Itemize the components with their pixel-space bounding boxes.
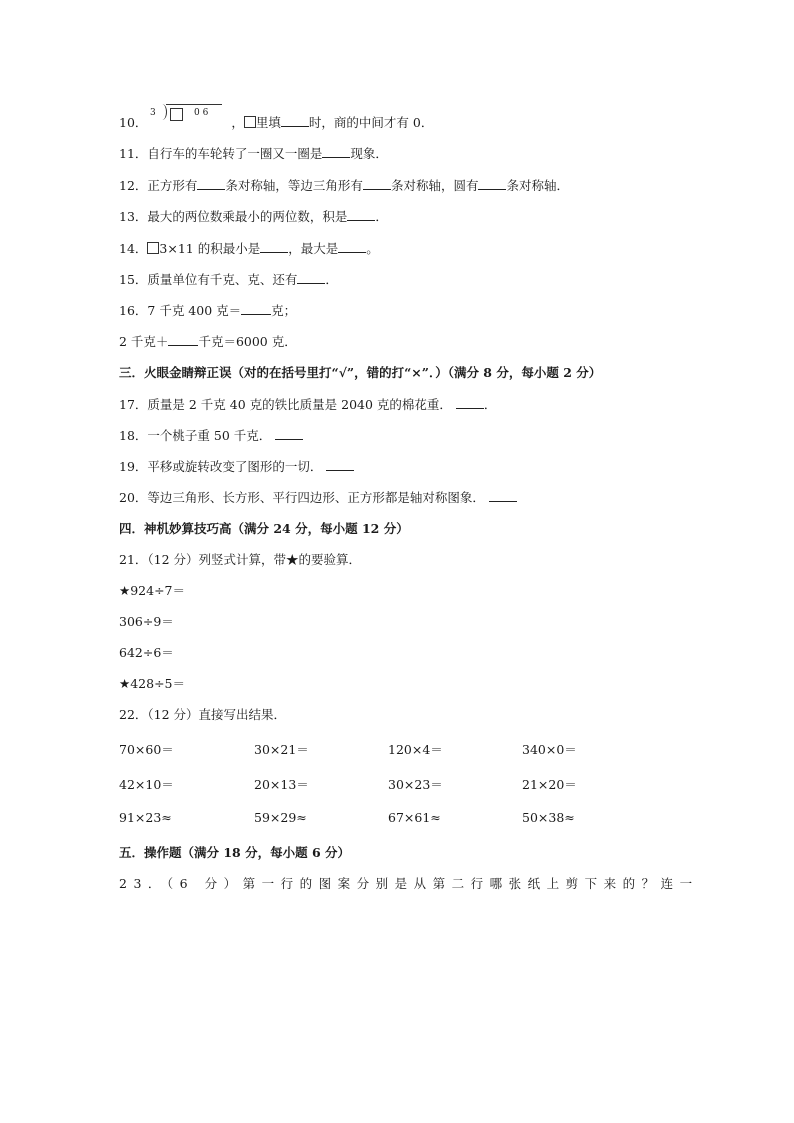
- mental-math-item: 30×21＝: [254, 742, 309, 757]
- question-number: 10．: [119, 115, 148, 130]
- question-17: 17．质量是 2 千克 40 克的铁比质量是 2040 克的棉花重． ．: [119, 397, 497, 412]
- mental-math-item: 340×0＝: [522, 742, 577, 757]
- calc-item: 306÷9＝: [119, 614, 174, 629]
- answer-blank[interactable]: [338, 240, 366, 253]
- answer-blank[interactable]: [326, 458, 354, 471]
- answer-blank[interactable]: [241, 302, 271, 315]
- answer-blank[interactable]: [478, 177, 506, 190]
- answer-blank[interactable]: [297, 271, 325, 284]
- vinculum: [166, 104, 222, 105]
- question-16-line-2: 2 千克＋ 千克＝6000 克．: [119, 334, 297, 349]
- long-division-symbol: [146, 104, 226, 130]
- mental-math-item: 70×60＝: [119, 742, 174, 757]
- question-14: 14． 3×11 的积最小是 ，最大是 。: [119, 241, 379, 256]
- empty-box-icon: [147, 242, 159, 254]
- section-5-heading: 五．操作题（满分 18 分，每小题 6 分）: [119, 845, 351, 860]
- question-18: 18．一个桃子重 50 千克．: [119, 427, 303, 445]
- divisor: 3: [150, 108, 156, 118]
- question-23-title: 23．（6 分）第一行的图案分别是从第二行哪张纸上剪下来的？连一: [119, 876, 699, 891]
- question-21-title: 21．（12 分）列竖式计算，带★的要验算．: [119, 552, 362, 567]
- section-3-heading: 三．火眼金睛辩正误（对的在括号里打“√”，错的打“×”．）（满分 8 分，每小题 2 分）: [119, 365, 602, 380]
- answer-blank[interactable]: [260, 240, 288, 253]
- mental-math-item: 20×13＝: [254, 777, 309, 792]
- mental-math-item: 67×61≈: [388, 810, 441, 825]
- question-16: 16．7 千克 400 克＝ 克；: [119, 303, 297, 318]
- mental-math-item: 91×23≈: [119, 810, 172, 825]
- mental-math-item: 21×20＝: [522, 777, 577, 792]
- mental-math-item: 50×38≈: [522, 810, 575, 825]
- question-15: 15．质量单位有千克、克、还有 ．: [119, 272, 338, 287]
- answer-blank[interactable]: [281, 114, 309, 127]
- answer-blank[interactable]: [275, 427, 303, 440]
- answer-blank[interactable]: [456, 396, 484, 409]
- calc-item: ★428÷5＝: [119, 676, 185, 691]
- mental-math-item: 30×23＝: [388, 777, 443, 792]
- question-22-title: 22．（12 分）直接写出结果．: [119, 707, 287, 722]
- dividend-digits: 0 6: [194, 108, 209, 118]
- division-bracket-icon: [160, 104, 167, 120]
- section-4-heading: 四．神机妙算技巧高（满分 24 分，每小题 12 分）: [119, 521, 409, 536]
- answer-blank[interactable]: [197, 177, 225, 190]
- question-10: 10． ， 里填 时，商的中间才有 0．: [119, 115, 434, 130]
- mental-math-item: 42×10＝: [119, 777, 174, 792]
- question-12: 12．正方形有 条对称轴，等边三角形有 条对称轴，圆有 条对称轴．: [119, 178, 569, 193]
- calc-item: 642÷6＝: [119, 645, 174, 660]
- answer-blank[interactable]: [168, 333, 198, 346]
- answer-blank[interactable]: [322, 145, 350, 158]
- answer-blank[interactable]: [489, 489, 517, 502]
- mental-math-item: 59×29≈: [254, 810, 307, 825]
- empty-box-icon: [170, 108, 183, 121]
- question-13: 13．最大的两位数乘最小的两位数，积是 ．: [119, 209, 388, 224]
- answer-blank[interactable]: [347, 208, 375, 221]
- calc-item: ★924÷7＝: [119, 583, 185, 598]
- question-19: 19．平移或旋转改变了图形的一切．: [119, 458, 354, 476]
- empty-box-icon: [244, 116, 256, 128]
- mental-math-item: 120×4＝: [388, 742, 443, 757]
- question-20: 20．等边三角形、长方形、平行四边形、正方形都是轴对称图象．: [119, 489, 517, 507]
- answer-blank[interactable]: [363, 177, 391, 190]
- question-11: 11．自行车的车轮转了一圈又一圈是 现象．: [119, 146, 388, 161]
